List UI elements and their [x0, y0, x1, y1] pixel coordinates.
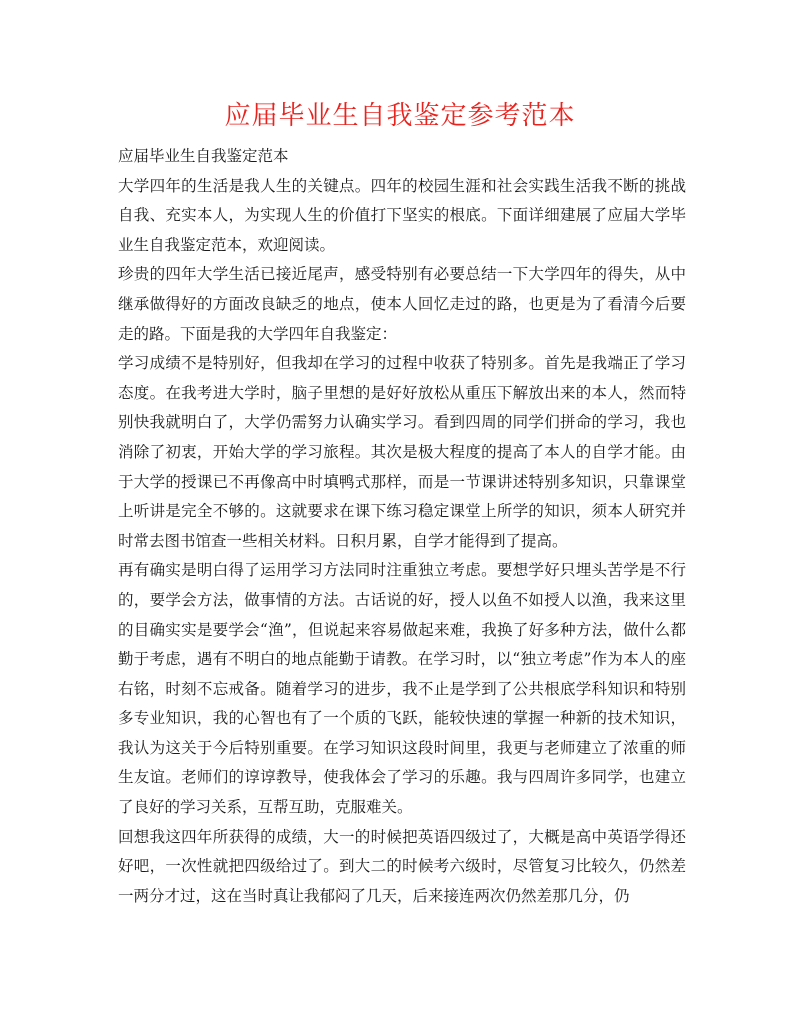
- paragraph-study-method: 再有确实是明白得了运用学习方法同时注重独立考虑。要想学好只埋头苦学是不行的，要学会方法，做事情的方法。古话说的好，授人以鱼不如授人以渔，我来这里的目确实实是要学会“渔”，但说起来容易做起来难，我换了好多种方法，做什么都勤于考虑，遇有不明白的地点能勤于请教。在学习时，以“独立考虑”作为本人的座右铭，时刻不忘戒备。随着学习的进步，我不止是学到了公共根底学科知识和特别多专业知识，我的心智也有了一个质的飞跃，能较快速的掌握一种新的技术知识，我认为这关于今后特别重要。在学习知识这段时间里，我更与老师建立了浓重的师生友谊。老师们的谆谆教导，使我体会了学习的乐趣。我与四周许多同学，也建立了良好的学习关系，互帮互助，克服难关。: [118, 561, 686, 817]
- document-title: 应届毕业生自我鉴定参考范本: [224, 101, 576, 131]
- paragraph-achievements: 回想我这四年所获得的成绩，大一的时候把英语四级过了，大概是高中英语学得还好吧，一次性就把四级给过了。到大二的时候考六级时，尽管复习比较久，仍然差一两分才过，这在当时真让我郁闷了几天，后来接连两次仍然差那几分，仍: [118, 827, 686, 905]
- paragraph-study-attitude: 学习成绩不是特别好，但我却在学习的过程中收获了特别多。首先是我端正了学习态度。在我考进大学时，脑子里想的是好好放松从重压下解放出来的本人，然而特别快我就明白了，大学仍需努力认确实学习。看到四周的同学们拼命的学习，我也消除了初衷，开始大学的学习旅程。其次是极大程度的提高了本人的自学才能。由于大学的授课已不再像高中时填鸭式那样，而是一节课讲述特别多知识，只靠课堂上听讲是完全不够的。这就要求在课下练习稳定课堂上所学的知识，须本人研究并时常去图书馆查一些相关材料。日积月累，自学才能得到了提高。: [118, 354, 686, 550]
- document-subtitle: 应届毕业生自我鉴定范本: [118, 147, 289, 165]
- paragraph-intro: 大学四年的生活是我人生的关键点。四年的校园生涯和社会实践生活我不断的挑战自我、充实本人，为实现人生的价值打下坚实的根底。下面详细建展了应届大学毕业生自我鉴定范本，欢迎阅读。: [118, 176, 686, 254]
- paragraph-overview: 珍贵的四年大学生活已接近尾声，感受特别有必要总结一下大学四年的得失，从中继承做得好的方面改良缺乏的地点，使本人回忆走过的路，也更是为了看清今后要走的路。下面是我的大学四年自我鉴定：: [118, 265, 686, 343]
- document-body: [118, 142, 686, 911]
